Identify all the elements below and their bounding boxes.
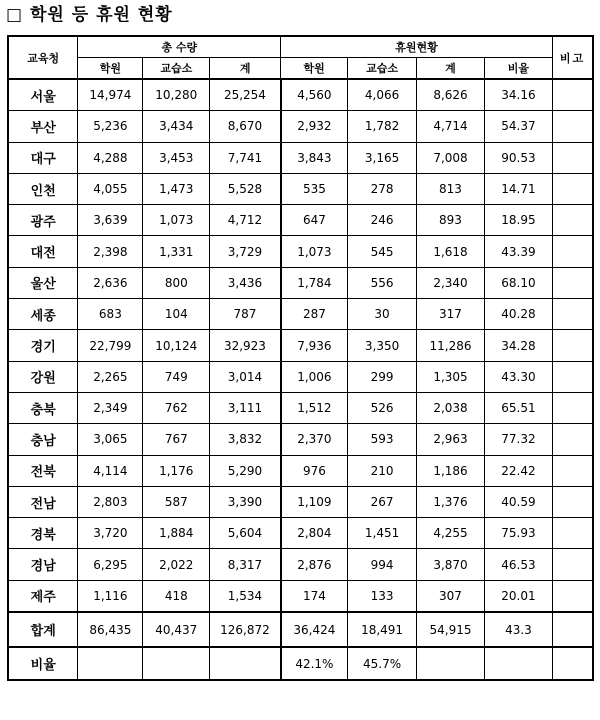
cell-c-academy: 1,073 [281, 236, 348, 267]
cell-c-sum: 1,618 [417, 236, 485, 267]
cell-c-sum: 4,255 [417, 518, 485, 549]
table-row [8, 267, 593, 298]
cell-c-academy: 976 [281, 455, 348, 486]
cell-c-sum: 7,008 [417, 142, 485, 173]
table-row [8, 580, 593, 612]
cell-t-tutoring: 749 [143, 361, 210, 392]
cell-c-academy: 1,512 [281, 392, 348, 423]
cell-t-sum: 3,111 [210, 392, 281, 423]
cell-t-tutoring: 1,473 [143, 173, 210, 204]
cell-t-tutoring: 1,331 [143, 236, 210, 267]
cell-c-academy: 2,932 [281, 111, 348, 142]
cell-note [552, 518, 593, 549]
cell-t-academy: 4,288 [78, 142, 143, 173]
cell-t-tutoring: 800 [143, 267, 210, 298]
cell-c-tutoring: 30 [348, 299, 417, 330]
cell-c-academy: 1,006 [281, 361, 348, 392]
cell-note [552, 361, 593, 392]
cell-ratio: 40.59 [484, 486, 552, 517]
header-row-top [8, 36, 593, 57]
cell-t-academy: 6,295 [78, 549, 143, 580]
cell-ratio: 43.39 [484, 236, 552, 267]
cell-c-sum: 893 [417, 205, 485, 236]
cell-region: 경북 [8, 518, 78, 549]
closure-status-table [7, 35, 594, 681]
cell-c-sum: 4,714 [417, 111, 485, 142]
cell-t-tutoring: 1,176 [143, 455, 210, 486]
cell-note [552, 580, 593, 612]
header-total-sum: 계 [210, 57, 281, 79]
cell-region: 울산 [8, 267, 78, 298]
cell-c-tutoring: 278 [348, 173, 417, 204]
cell-t-sum: 8,317 [210, 549, 281, 580]
cell-c-sum: 2,038 [417, 392, 485, 423]
cell-c-sum: 813 [417, 173, 485, 204]
cell-c-tutoring: 18,491 [348, 612, 417, 647]
cell-region: 제주 [8, 580, 78, 612]
table-body [8, 79, 593, 680]
cell-t-academy: 4,055 [78, 173, 143, 204]
cell-t-tutoring: 762 [143, 392, 210, 423]
cell-ratio: 34.28 [484, 330, 552, 361]
table-row [8, 205, 593, 236]
cell-c-tutoring: 526 [348, 392, 417, 423]
header-total-academy: 학원 [78, 57, 143, 79]
cell-c-academy: 2,876 [281, 549, 348, 580]
cell-t-academy: 2,349 [78, 392, 143, 423]
cell-c-academy: 174 [281, 580, 348, 612]
cell-region: 서울 [8, 79, 78, 111]
cell-t-tutoring: 418 [143, 580, 210, 612]
cell-t-sum: 5,290 [210, 455, 281, 486]
cell-t-sum: 32,923 [210, 330, 281, 361]
cell-t-tutoring: 2,022 [143, 549, 210, 580]
cell-t-academy: 86,435 [78, 612, 143, 647]
cell-region: 충남 [8, 424, 78, 455]
cell-ratio: 77.32 [484, 424, 552, 455]
cell-note [552, 79, 593, 111]
cell-t-sum: 3,436 [210, 267, 281, 298]
cell-c-sum: 1,376 [417, 486, 485, 517]
cell-c-academy: 535 [281, 173, 348, 204]
cell-t-academy: 5,236 [78, 111, 143, 142]
cell-region: 경기 [8, 330, 78, 361]
cell-note [552, 236, 593, 267]
cell-t-tutoring [143, 647, 210, 680]
total-row [8, 612, 593, 647]
cell-ratio: 65.51 [484, 392, 552, 423]
cell-t-tutoring: 1,073 [143, 205, 210, 236]
cell-ratio: 90.53 [484, 142, 552, 173]
cell-note [552, 142, 593, 173]
cell-note [552, 612, 593, 647]
cell-region: 강원 [8, 361, 78, 392]
cell-t-tutoring: 40,437 [143, 612, 210, 647]
cell-t-sum: 3,832 [210, 424, 281, 455]
cell-region: 부산 [8, 111, 78, 142]
cell-ratio: 75.93 [484, 518, 552, 549]
table-row [8, 79, 593, 111]
cell-c-sum: 1,305 [417, 361, 485, 392]
cell-ratio: 20.01 [484, 580, 552, 612]
cell-t-sum: 3,014 [210, 361, 281, 392]
cell-ratio [484, 647, 552, 680]
cell-c-tutoring: 593 [348, 424, 417, 455]
cell-region: 광주 [8, 205, 78, 236]
cell-t-academy: 2,398 [78, 236, 143, 267]
cell-c-tutoring: 210 [348, 455, 417, 486]
cell-c-tutoring: 299 [348, 361, 417, 392]
cell-c-tutoring: 3,165 [348, 142, 417, 173]
cell-c-sum: 1,186 [417, 455, 485, 486]
cell-c-academy: 4,560 [281, 79, 348, 111]
cell-ratio: 43.3 [484, 612, 552, 647]
cell-t-tutoring: 767 [143, 424, 210, 455]
header-total-group: 총 수량 [78, 36, 281, 57]
cell-t-tutoring: 3,453 [143, 142, 210, 173]
cell-c-tutoring: 1,451 [348, 518, 417, 549]
cell-t-academy: 2,636 [78, 267, 143, 298]
header-total-tutoring: 교습소 [143, 57, 210, 79]
table-row [8, 486, 593, 517]
cell-c-sum: 2,340 [417, 267, 485, 298]
cell-t-sum: 787 [210, 299, 281, 330]
cell-c-sum: 8,626 [417, 79, 485, 111]
cell-t-sum: 5,528 [210, 173, 281, 204]
header-closed-group: 휴원현황 [281, 36, 553, 57]
cell-ratio: 43.30 [484, 361, 552, 392]
cell-t-sum: 3,390 [210, 486, 281, 517]
cell-region: 세종 [8, 299, 78, 330]
cell-note [552, 549, 593, 580]
cell-ratio: 40.28 [484, 299, 552, 330]
cell-c-tutoring: 133 [348, 580, 417, 612]
cell-note [552, 111, 593, 142]
header-note: 비고 [552, 36, 593, 79]
cell-c-tutoring: 545 [348, 236, 417, 267]
table-row [8, 549, 593, 580]
cell-c-tutoring: 1,782 [348, 111, 417, 142]
cell-t-tutoring: 10,280 [143, 79, 210, 111]
cell-t-sum: 7,741 [210, 142, 281, 173]
cell-t-sum: 126,872 [210, 612, 281, 647]
cell-region: 전북 [8, 455, 78, 486]
cell-note [552, 455, 593, 486]
cell-c-academy: 2,804 [281, 518, 348, 549]
cell-region: 비율 [8, 647, 78, 680]
cell-c-sum: 11,286 [417, 330, 485, 361]
cell-region: 전남 [8, 486, 78, 517]
cell-note [552, 486, 593, 517]
cell-t-academy [78, 647, 143, 680]
cell-ratio: 14.71 [484, 173, 552, 204]
cell-ratio: 34.16 [484, 79, 552, 111]
cell-region: 합계 [8, 612, 78, 647]
table-row [8, 361, 593, 392]
cell-t-academy: 1,116 [78, 580, 143, 612]
cell-t-tutoring: 10,124 [143, 330, 210, 361]
table-row [8, 330, 593, 361]
header-closed-sum: 계 [417, 57, 485, 79]
cell-c-sum: 3,870 [417, 549, 485, 580]
cell-t-academy: 2,803 [78, 486, 143, 517]
header-region: 교육청 [8, 36, 78, 79]
table-row [8, 173, 593, 204]
cell-ratio: 68.10 [484, 267, 552, 298]
cell-ratio: 18.95 [484, 205, 552, 236]
cell-region: 대전 [8, 236, 78, 267]
cell-t-sum: 3,729 [210, 236, 281, 267]
cell-note [552, 392, 593, 423]
table-row [8, 142, 593, 173]
cell-region: 충북 [8, 392, 78, 423]
cell-c-academy: 2,370 [281, 424, 348, 455]
cell-c-academy: 647 [281, 205, 348, 236]
cell-c-tutoring: 267 [348, 486, 417, 517]
cell-c-sum: 54,915 [417, 612, 485, 647]
cell-ratio: 54.37 [484, 111, 552, 142]
header-ratio: 비율 [484, 57, 552, 79]
table-row [8, 455, 593, 486]
cell-t-sum: 4,712 [210, 205, 281, 236]
cell-note [552, 299, 593, 330]
cell-c-academy: 7,936 [281, 330, 348, 361]
cell-region: 인천 [8, 173, 78, 204]
cell-t-tutoring: 587 [143, 486, 210, 517]
cell-note [552, 424, 593, 455]
cell-c-academy: 287 [281, 299, 348, 330]
cell-c-tutoring: 246 [348, 205, 417, 236]
cell-region: 대구 [8, 142, 78, 173]
cell-t-academy: 3,720 [78, 518, 143, 549]
page-title: □ 학원 등 휴원 현황 [6, 5, 173, 25]
cell-t-academy: 4,114 [78, 455, 143, 486]
cell-t-tutoring: 1,884 [143, 518, 210, 549]
cell-note [552, 267, 593, 298]
ratio-row [8, 647, 593, 680]
cell-t-sum: 25,254 [210, 79, 281, 111]
cell-region: 경남 [8, 549, 78, 580]
cell-t-academy: 2,265 [78, 361, 143, 392]
cell-c-academy: 1,784 [281, 267, 348, 298]
cell-t-academy: 22,799 [78, 330, 143, 361]
cell-c-sum: 307 [417, 580, 485, 612]
cell-t-academy: 14,974 [78, 79, 143, 111]
cell-c-sum: 2,963 [417, 424, 485, 455]
cell-c-academy: 36,424 [281, 612, 348, 647]
cell-t-sum: 5,604 [210, 518, 281, 549]
cell-t-sum: 8,670 [210, 111, 281, 142]
cell-ratio: 22.42 [484, 455, 552, 486]
cell-t-tutoring: 104 [143, 299, 210, 330]
cell-note [552, 330, 593, 361]
table-row [8, 236, 593, 267]
cell-c-tutoring: 556 [348, 267, 417, 298]
cell-c-academy: 1,109 [281, 486, 348, 517]
cell-t-academy: 3,639 [78, 205, 143, 236]
cell-t-sum: 1,534 [210, 580, 281, 612]
cell-note [552, 173, 593, 204]
header-row-sub [8, 57, 593, 79]
cell-c-academy: 42.1% [281, 647, 348, 680]
table-row [8, 299, 593, 330]
cell-c-sum [417, 647, 485, 680]
cell-note [552, 205, 593, 236]
cell-c-tutoring: 3,350 [348, 330, 417, 361]
cell-c-academy: 3,843 [281, 142, 348, 173]
table-row [8, 424, 593, 455]
cell-c-tutoring: 45.7% [348, 647, 417, 680]
header-closed-tutoring: 교습소 [348, 57, 417, 79]
cell-t-sum [210, 647, 281, 680]
table-row [8, 111, 593, 142]
table-row [8, 392, 593, 423]
cell-c-tutoring: 4,066 [348, 79, 417, 111]
header-closed-academy: 학원 [281, 57, 348, 79]
table-row [8, 518, 593, 549]
cell-c-tutoring: 994 [348, 549, 417, 580]
cell-c-sum: 317 [417, 299, 485, 330]
cell-ratio: 46.53 [484, 549, 552, 580]
cell-t-tutoring: 3,434 [143, 111, 210, 142]
cell-t-academy: 3,065 [78, 424, 143, 455]
cell-t-academy: 683 [78, 299, 143, 330]
cell-note [552, 647, 593, 680]
